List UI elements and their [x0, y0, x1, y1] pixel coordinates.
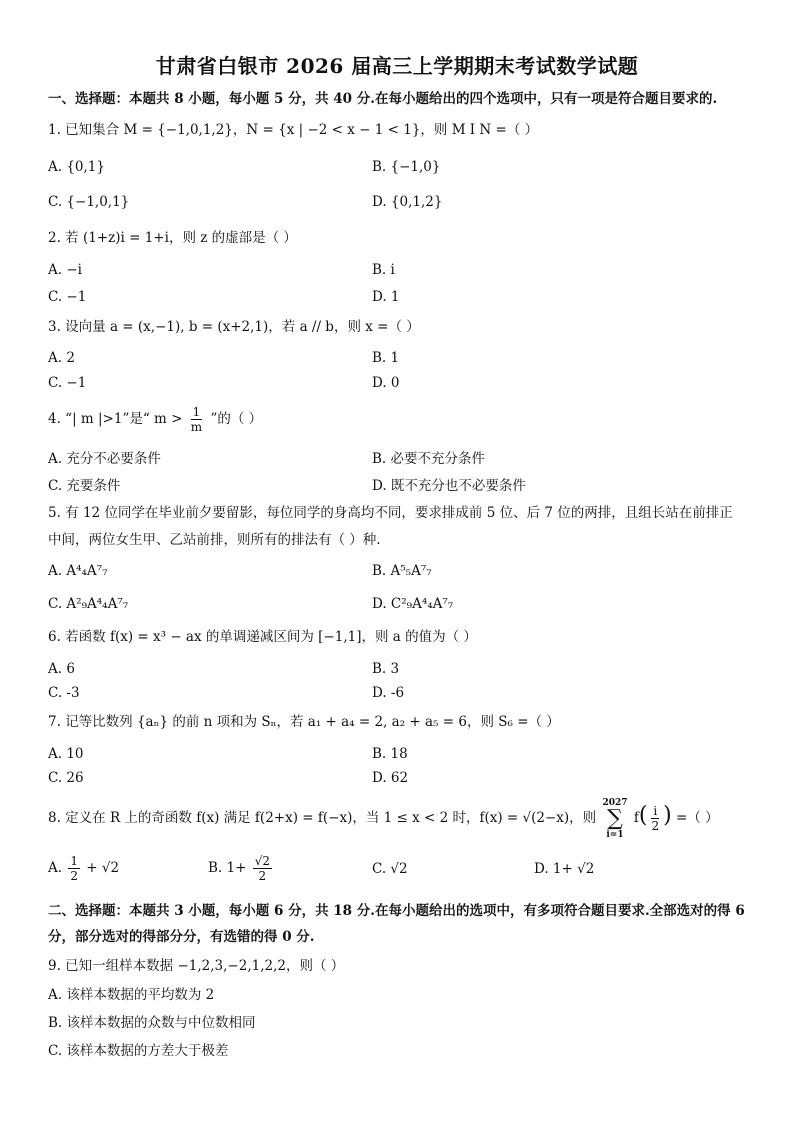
question-9-stem: 9. 已知一组样本数据 −1,2,3,−2,1,2,2，则（ ） [48, 958, 345, 974]
question-8-option-a-tail: + √2 [86, 860, 120, 876]
question-8-function: f [633, 810, 639, 826]
question-5-stem-line-1: 5. 有 12 位同学在毕业前夕要留影，每位同学的身高均不同，要求排成前 5 位、后 7 位的两排，且组长站在前排正 [48, 505, 733, 521]
question-3-option-d: D. 0 [372, 375, 400, 391]
question-8-stem: 8. 定义在 R 上的奇函数 f(x) 满足 f(2+x) = f(−x)，当 1 ≤ x < 2 时，f(x) = √(2−x)，则 2027 ∑ i=1 f( $\frac{i}{2}$ ) =（ ） [48, 797, 719, 840]
question-1-stem: 1. 已知集合 M = {−1,0,1,2}，N = {x | −2 < x − 1 < 1}，则 M I N =（ ） [48, 122, 539, 138]
section-2-header-line-1: 二、选择题：本题共 3 小题，每小题 6 分，共 18 分.在每小题给出的选项中，有多项符合题目要求.全部选对的得 6 [48, 903, 745, 919]
question-4-fraction-denominator: m [190, 420, 203, 434]
section-1-header: 一、选择题：本题共 8 小题，每小题 5 分，共 40 分.在每小题给出的四个选项中，只有一项是符合题目要求的. [48, 91, 718, 107]
question-8-option-b-label: B. 1+ [208, 860, 247, 876]
question-1-option-d: D. {0,1,2} [372, 194, 443, 210]
question-8-option-a-label: A. [48, 860, 63, 876]
question-2-option-b: B. i [372, 262, 395, 278]
question-7-option-c: C. 26 [48, 770, 84, 786]
question-8-stem-end: =（ ） [675, 810, 719, 826]
question-5-option-c: C. A²₉A⁴₄A⁷₇ [48, 596, 129, 612]
question-4-stem-start: 4. “| m |>1”是“ m > [48, 411, 183, 427]
question-5-option-d: D. C²₉A⁴₄A⁷₇ [372, 596, 454, 612]
question-6-option-a: A. 6 [48, 661, 75, 677]
question-5-option-b: B. A⁵₅A⁷₇ [372, 563, 432, 579]
question-4-option-c: C. 充要条件 [48, 478, 121, 494]
question-4-option-d: D. 既不充分也不必要条件 [372, 478, 526, 494]
question-2-option-a: A. −i [48, 262, 82, 278]
question-7-option-d: D. 62 [372, 770, 409, 786]
question-4-fraction [189, 405, 204, 434]
question-8-option-b-fraction [253, 854, 272, 883]
summation-upper-limit: 2027 [602, 797, 628, 808]
question-3-option-a: A. 2 [48, 350, 75, 366]
question-8-fraction [649, 804, 661, 833]
question-9-option-c: C. 该样本数据的方差大于极差 [48, 1043, 229, 1059]
question-8-stem-start: 8. 定义在 R 上的奇函数 f(x) 满足 f(2+x) = f(−x)，当 1 ≤ x < 2 时，f(x) = √(2−x)，则 [48, 810, 597, 826]
question-8-option-a-fraction [68, 854, 80, 883]
question-5-stem-line-2: 中间，两位女生甲、乙站前排，则所有的排法有（ ）种. [48, 532, 381, 548]
question-7-option-a: A. 10 [48, 746, 84, 762]
question-8-fraction-denominator: 2 [651, 819, 660, 833]
question-4-option-b: B. 必要不充分条件 [372, 451, 486, 467]
question-8-option-a-numerator: 1 [70, 854, 78, 868]
question-3-stem: 3. 设向量 a = (x,−1), b = (x+2,1)，若 a // b，则 x =（ ） [48, 319, 420, 335]
question-4-fraction-numerator: 1 [192, 405, 201, 419]
question-8-fraction-numerator: i [653, 804, 658, 818]
question-4-option-a: A. 充分不必要条件 [48, 451, 161, 467]
section-2-header-line-2: 分，部分选对的得部分分，有选错的得 0 分. [48, 929, 315, 945]
question-1-option-c: C. {−1,0,1} [48, 194, 130, 210]
page-title: 甘肃省白银市 2026 届高三上学期期末考试数学试题 [155, 54, 639, 78]
question-2-option-c: C. −1 [48, 289, 87, 305]
sigma-icon: ∑ [607, 805, 623, 831]
question-8-option-b-numerator: √2 [254, 854, 270, 868]
question-6-option-b: B. 3 [372, 661, 400, 677]
question-9-option-b: B. 该样本数据的众数与中位数相同 [48, 1015, 256, 1031]
question-8-option-d: D. 1+ √2 [534, 861, 595, 877]
question-1-option-a: A. {0,1} [48, 159, 105, 175]
question-9-option-a: A. 该样本数据的平均数为 2 [48, 987, 215, 1003]
question-4-stem [48, 404, 262, 434]
question-1-option-b: B. {−1,0} [372, 159, 441, 175]
question-3-option-b: B. 1 [372, 350, 400, 366]
question-2-option-d: D. 1 [372, 289, 400, 305]
question-5-option-a: A. A⁴₄A⁷₇ [48, 563, 108, 579]
question-8-option-c: C. √2 [372, 861, 408, 877]
question-7-stem: 7. 记等比数列 {aₙ} 的前 n 项和为 Sₙ，若 a₁ + a₄ = 2, a₂ + a₅ = 6，则 S₆ =（ ） [48, 714, 560, 730]
question-4-stem-end: ”的（ ） [210, 411, 263, 427]
question-6-stem: 6. 若函数 f(x) = x³ − ax 的单调递减区间为 [−1,1]，则 a 的值为（ ） [48, 629, 477, 645]
question-2-stem: 2. 若 (1+z)i = 1+i，则 z 的虚部是（ ） [48, 230, 297, 246]
question-8-option-b-denominator: 2 [258, 869, 267, 883]
summation-lower-limit: i=1 [606, 829, 624, 840]
summation-symbol [602, 798, 627, 840]
question-6-option-c: C. -3 [48, 685, 80, 701]
question-6-option-d: D. -6 [372, 685, 405, 701]
question-7-option-b: B. 18 [372, 746, 408, 762]
question-3-option-c: C. −1 [48, 375, 87, 391]
question-8-option-a-denominator: 2 [70, 869, 78, 883]
question-8-option-a [48, 853, 119, 883]
question-8-option-b [208, 853, 274, 883]
